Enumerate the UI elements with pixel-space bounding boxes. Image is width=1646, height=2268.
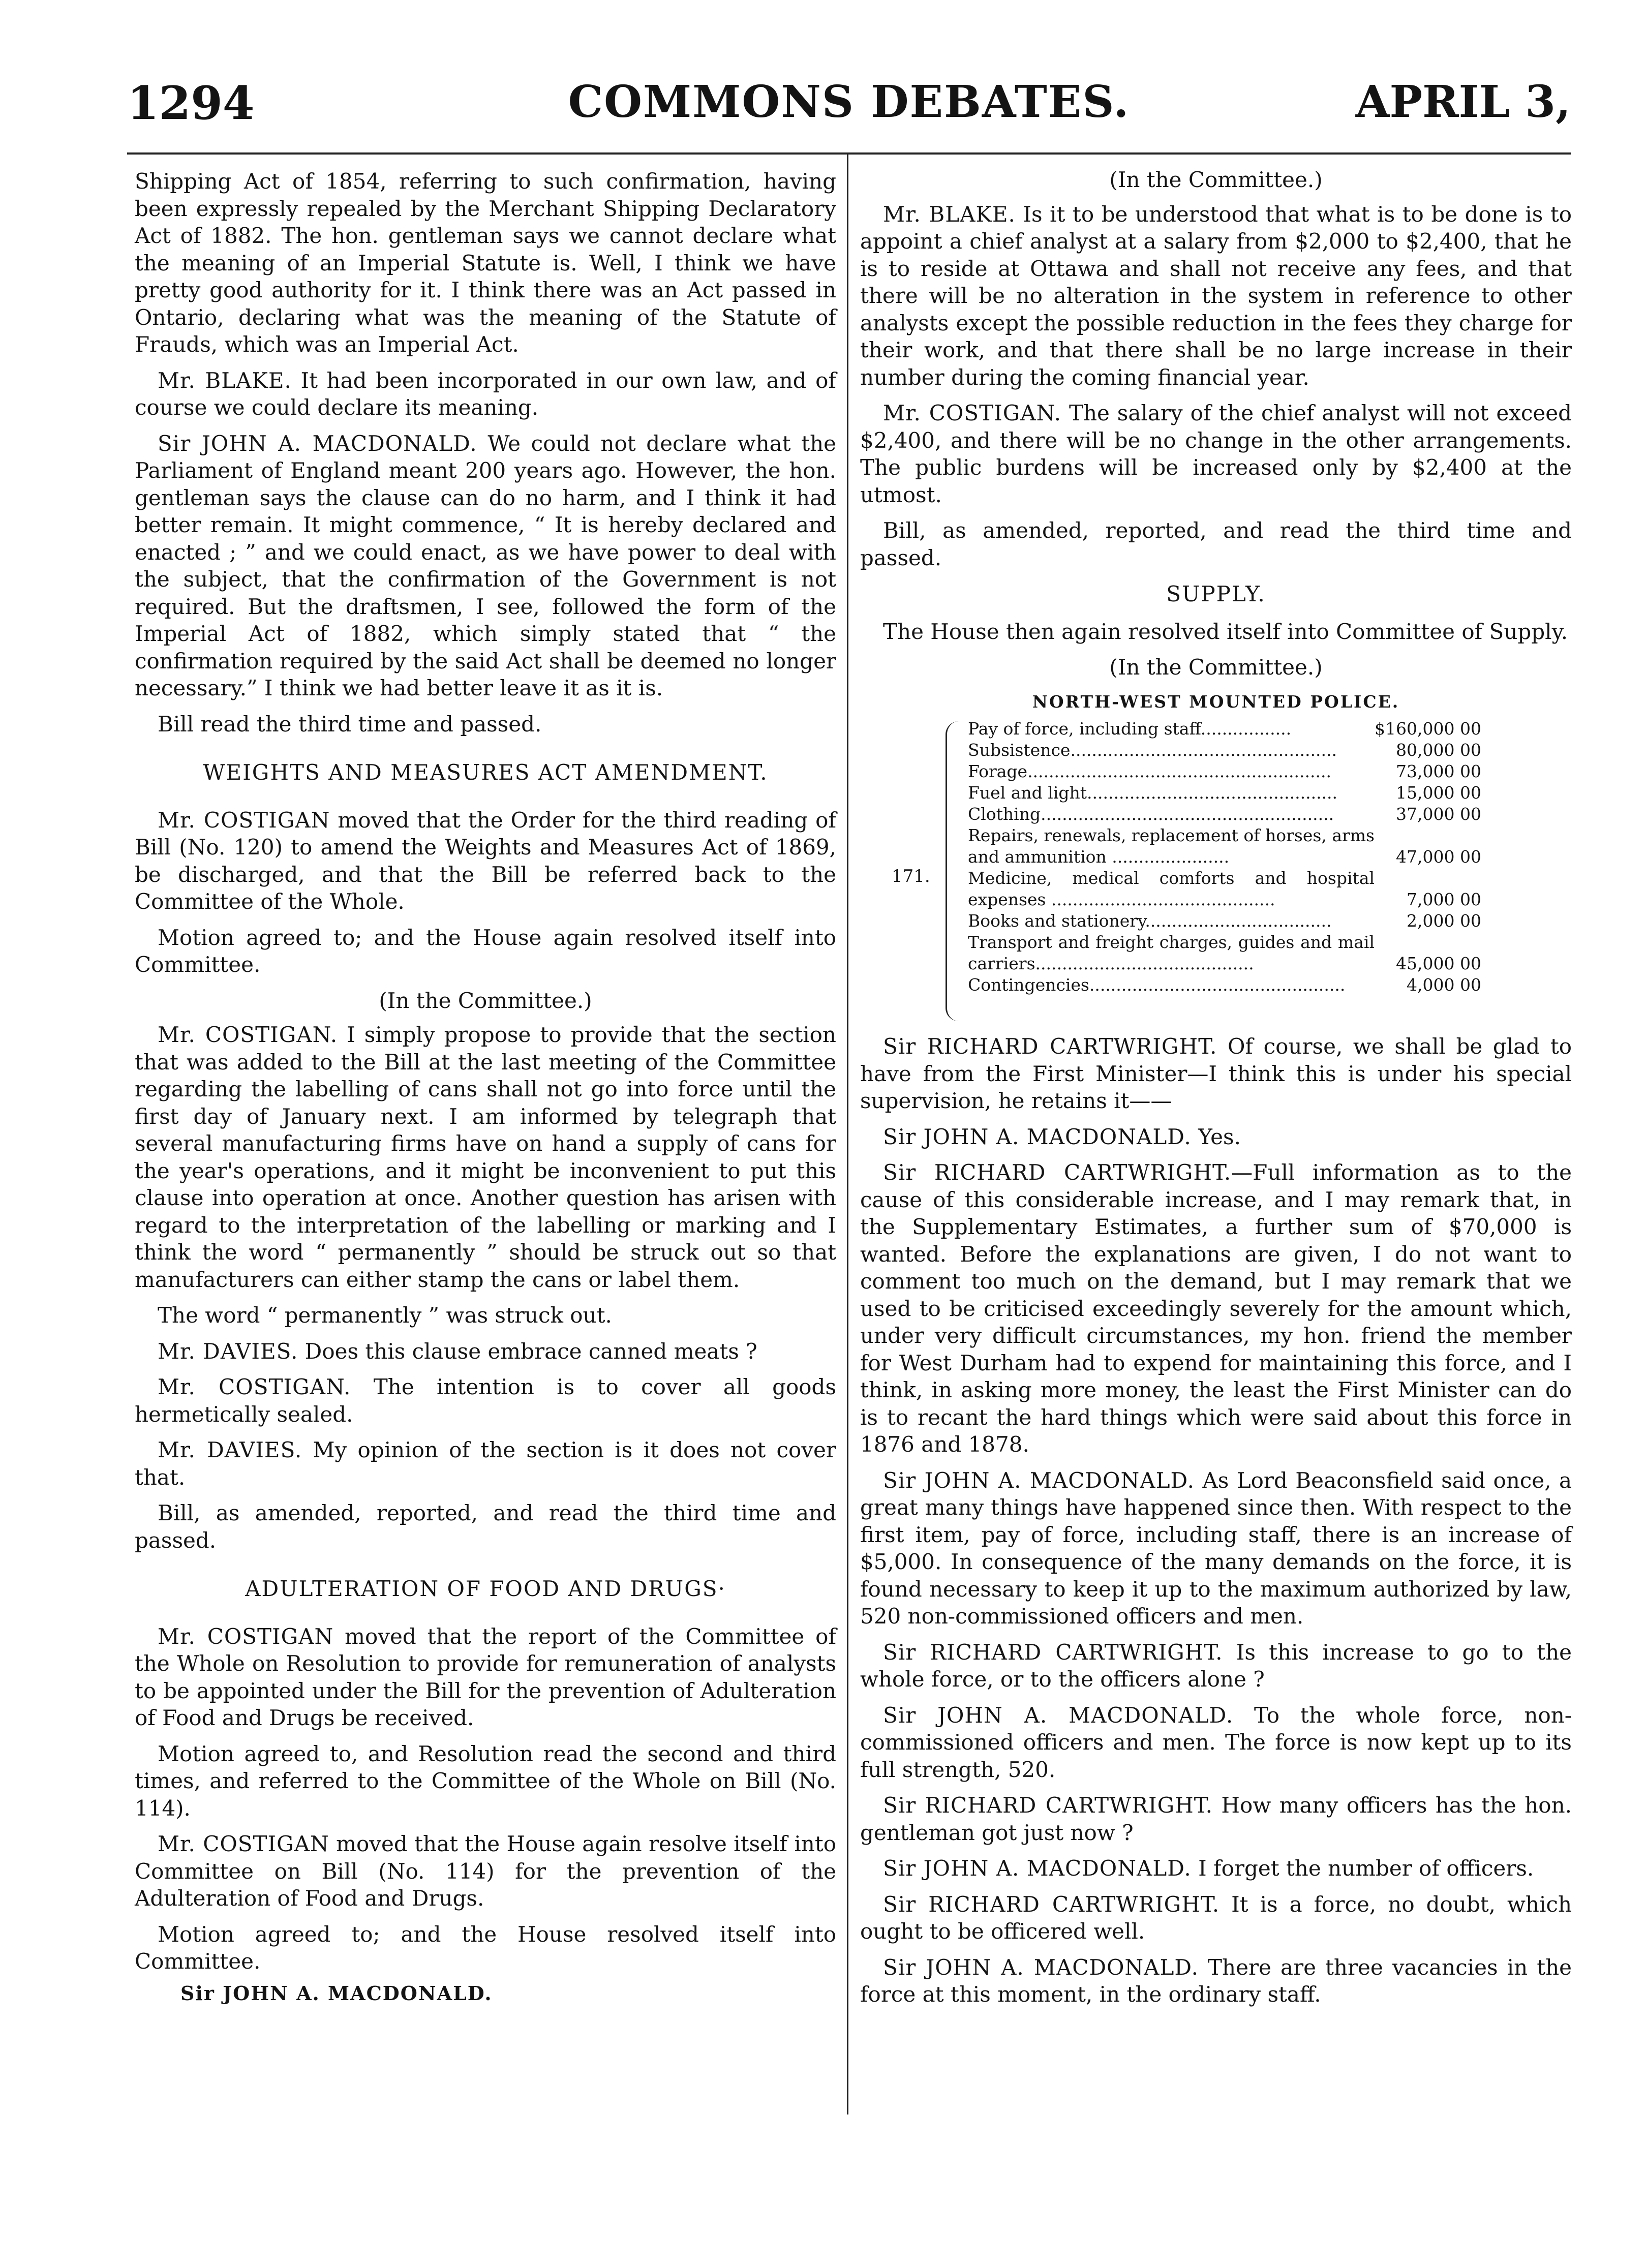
speech xyxy=(860,1159,1572,1458)
speaker-name: Mr. COSTIGAN. xyxy=(158,1374,351,1399)
paragraph: Shipping Act of 1854, referring to such confirmation, having been expressly repealed by the Merchant Shipping Declaratory Act of 1882. The hon. gentleman says we cannot declare what the meaning of an Imperial Statute is. Well, I think we have pretty good authority for it. I think there was an Act passed in Ontario, declaring what was the meaning of the Statute of Frauds, which was an Imperial Act. xyxy=(135,169,836,357)
estimate-row xyxy=(968,825,1481,868)
column-divider xyxy=(847,152,848,2114)
speaker-name: Mr. BLAKE. xyxy=(158,367,292,393)
speaker-name: Sir RICHARD CARTWRIGHT. xyxy=(883,1160,1232,1185)
catchword: Sir JOHN A. MACDONALD. xyxy=(180,1981,493,2005)
estimate-amount: 37,000 00 xyxy=(1396,804,1481,824)
speaker-name: Mr. DAVIES. xyxy=(158,1437,302,1462)
estimate-row xyxy=(968,804,1481,825)
speaker-name: Mr. COSTIGAN xyxy=(158,807,330,833)
speaker-name: Mr. COSTIGAN xyxy=(158,1623,334,1649)
committee-note: (In the Committee.) xyxy=(1109,167,1323,192)
estimate-row xyxy=(968,868,1481,910)
speech-text: It is a force, no doubt, which ought to be officered well. xyxy=(860,1891,1572,1944)
paragraph: Motion agreed to; and the House resolved itself into Committee. xyxy=(135,1921,836,1974)
estimate-item: Books and stationery................................... xyxy=(968,911,1332,931)
speaker-name: Sir JOHN A. MACDONALD. xyxy=(883,1856,1192,1881)
paragraph: Motion agreed to, and Resolution read the second and third times, and referred to the Committee of the Whole on Bill (No. 114). xyxy=(135,1741,836,1821)
speaker-name: Mr. COSTIGAN xyxy=(158,1831,329,1856)
speech-text: There are three vacancies in the force at this moment, in the ordinary staff. xyxy=(860,1954,1572,2007)
speech xyxy=(860,1891,1572,1945)
estimate-row xyxy=(968,718,1481,740)
section-heading: WEIGHTS AND MEASURES ACT AMENDMENT. xyxy=(203,760,768,785)
estimate-row xyxy=(968,761,1481,782)
estimate-amount: 80,000 00 xyxy=(1396,740,1481,760)
estimates-title: NORTH-WEST MOUNTED POLICE. xyxy=(1032,691,1400,712)
speech xyxy=(860,1639,1572,1693)
page-header xyxy=(127,76,1571,137)
speech xyxy=(135,367,836,421)
speech-text: How many officers has the hon. gentleman got just now ? xyxy=(860,1793,1572,1845)
page-title: COMMONS DEBATES. xyxy=(568,76,1130,128)
estimate-row xyxy=(968,974,1481,996)
estimate-amount: 47,000 00 xyxy=(1396,847,1481,867)
estimate-amount: $160,000 00 xyxy=(1375,719,1481,739)
section-heading: SUPPLY. xyxy=(1166,581,1266,606)
paragraph: Motion agreed to; and the House again resolved itself into Committee. xyxy=(135,925,836,977)
estimate-row xyxy=(968,910,1481,932)
speech-text: moved that the report of the Committee of the Whole on Resolution to provide for remuneration of analysts to be appointed under the Bill for the prevention of Adulteration of Food and Drugs be received. xyxy=(135,1623,836,1730)
speaker-name: Sir JOHN A. MACDONALD. xyxy=(883,1954,1199,1980)
page-date: APRIL 3, xyxy=(1355,76,1571,128)
right-column xyxy=(860,165,1572,2017)
speech-text: moved that the Order for the third reading of Bill (No. 120) to amend the Weights and Measures Act of 1869, be discharged, and that the Bill be referred back to the Committee of the Whole. xyxy=(135,807,836,914)
speech-text: As Lord Beaconsfield said once, a great many things have happened since then. With respect to the first item, pay of force, including staff, there is an increase of $5,000. In consequence of the many demands on the force, it is found necessary to keep it up to the maximum authorized by law, 520 non-commissioned officers and men. xyxy=(860,1467,1572,1629)
estimates-list xyxy=(968,718,1481,996)
speech xyxy=(860,1467,1572,1630)
speaker-name: Sir JOHN A. MACDONALD. xyxy=(883,1467,1195,1493)
estimate-item: Forage......................................................... xyxy=(968,761,1331,781)
estimate-amount: 45,000 00 xyxy=(1396,954,1481,973)
speech xyxy=(860,1702,1572,1784)
speech xyxy=(860,1123,1572,1151)
header-rule xyxy=(127,152,1571,155)
page-number: 1294 xyxy=(127,76,255,130)
speech xyxy=(135,1021,836,1293)
speech xyxy=(135,1830,836,1912)
estimate-item: Repairs, renewals, replacement of horses, arms and ammunition ...................... xyxy=(968,825,1375,867)
speech xyxy=(135,1623,836,1732)
estimate-row xyxy=(968,740,1481,761)
estimate-item: Fuel and light............................................... xyxy=(968,783,1338,803)
speech-text: Does this clause embrace canned meats ? xyxy=(304,1338,757,1364)
speech xyxy=(135,1373,836,1428)
estimate-amount: 2,000 00 xyxy=(1407,911,1481,931)
speech xyxy=(135,807,836,915)
speech-text: It had been incorporated in our own law, and of course we could declare its meaning. xyxy=(135,367,836,420)
estimate-amount: 73,000 00 xyxy=(1396,761,1481,781)
committee-note: (In the Committee.) xyxy=(379,988,592,1013)
speech-text: To the whole force, non-commissioned officers and men. The force is now kept up to its full strength, 520. xyxy=(860,1702,1572,1782)
speech-text: Is this increase to go to the whole force, or to the officers alone ? xyxy=(860,1639,1572,1692)
speaker-name: Sir RICHARD CARTWRIGHT. xyxy=(883,1793,1213,1818)
left-column xyxy=(135,168,836,2007)
speech-text: I simply propose to provide that the section that was added to the Bill at the last meeting of the Committee regarding the labelling of cans shall not go into force until the first day of January next. I am informed by telegraph that several manufacturing firms have on hand a supply of cans for the year's operations, and it might be inconvenient to put this clause into operation at once. Another question has arisen with regard to the interpretation of the labelling or marking and I think the word “ permanently ” should be struck out so that manufacturers can either stamp the cans or label them. xyxy=(135,1022,836,1292)
estimate-item: Transport and freight charges, guides and mail carriers......................................... xyxy=(968,932,1375,973)
brace xyxy=(946,721,960,1021)
speech-text: Is it to be understood that what is to be done is to appoint a chief analyst at a salary from $2,000 to $2,400, that he is to reside at Ottawa and shall not receive any fees, and that there will be no alteration in the system in reference to other analysts except the possible reduction in the fees they charge for their work, and that there shall be no large increase in their number during the coming financial year. xyxy=(860,201,1572,390)
speech xyxy=(860,1033,1572,1115)
estimate-item: Contingencies................................................ xyxy=(968,975,1346,995)
paragraph: The word “ permanently ” was struck out. xyxy=(158,1303,612,1328)
paragraph: Bill, as amended, reported, and read the third time and passed. xyxy=(135,1500,836,1553)
speech xyxy=(135,1436,836,1491)
estimate-item: Pay of force, including staff................. xyxy=(968,719,1292,739)
speech-text: Of course, we shall be glad to have from the First Minister—I think this is under his special supervision, he retains it—— xyxy=(860,1034,1572,1113)
speech-text: We could not declare what the Parliament of England meant 200 years ago. However, the hon. gentleman says the clause can do no harm, and I think it had better remain. It might commence, “ It is hereby declared and enacted ; ” and we could enact, as we have power to deal with the subject, that the confirmation of the Government is not required. But the draftsmen, I see, followed the form of the Imperial Act of 1882, which simply stated that “ the confirmation required by the said Act shall be deemed no longer necessary.” I think we had better leave it as it is. xyxy=(135,431,836,700)
speaker-name: Mr. COSTIGAN. xyxy=(883,401,1061,425)
speech-text: —Full information as to the cause of this considerable increase, and I may remark that, in the Supplementary Estimates, a further sum of $70,000 is wanted. Before the explanations are given, I do not want to comment too much on the demand, but I may remark that we used to be criticised exceedingly severely for the amount which, under very difficult circumstances, my hon. friend the member for West Durham had to expend for maintaining this force, and I think, in asking more money, the least the First Minister can do is to recant the hard things which were said about this force in 1876 and 1878. xyxy=(860,1160,1572,1457)
speech-text: Yes. xyxy=(1198,1124,1241,1149)
speech-text: My opinion of the section is it does not cover that. xyxy=(135,1437,836,1490)
speaker-name: Sir JOHN A. MACDONALD. xyxy=(158,431,477,456)
estimates-table xyxy=(860,718,1572,1026)
speech xyxy=(135,1338,836,1365)
estimate-item: Subsistence.................................................. xyxy=(968,740,1337,760)
speech xyxy=(860,1954,1572,2008)
speech-text: The salary of the chief analyst will not exceed $2,400, and there will be no change in the other arrangements. The public burdens will be increased only by $2,400 at the utmost. xyxy=(860,401,1572,507)
section-heading: ADULTERATION OF FOOD AND DRUGS· xyxy=(245,1576,726,1601)
speaker-name: Sir RICHARD CARTWRIGHT. xyxy=(883,1639,1223,1665)
estimate-amount: 15,000 00 xyxy=(1396,783,1481,803)
speech xyxy=(860,1855,1572,1882)
speaker-name: Sir RICHARD CARTWRIGHT. xyxy=(883,1891,1220,1917)
vote-number: 171. xyxy=(892,866,930,886)
speech-text: I forget the number of officers. xyxy=(1198,1856,1534,1881)
speaker-name: Mr. DAVIES. xyxy=(158,1338,298,1364)
speech-text: moved that the House again resolve itself into Committee on Bill (No. 114) for the prevention of the Adulteration of Food and Drugs. xyxy=(135,1831,836,1911)
estimate-amount: 4,000 00 xyxy=(1407,975,1481,995)
speaker-name: Sir RICHARD CARTWRIGHT. xyxy=(883,1034,1217,1059)
paragraph: Bill, as amended, reported, and read the third time and passed. xyxy=(860,518,1572,570)
committee-note: (In the Committee.) xyxy=(1109,655,1323,680)
estimate-item: Clothing....................................................... xyxy=(968,804,1334,824)
estimate-row xyxy=(968,782,1481,804)
speech xyxy=(860,400,1572,508)
speaker-name: Mr. BLAKE. xyxy=(883,201,1016,227)
speech xyxy=(860,1792,1572,1846)
speech-text: The intention is to cover all goods hermetically sealed. xyxy=(135,1374,837,1427)
paragraph: The House then again resolved itself into Committee of Supply. xyxy=(883,619,1568,644)
speaker-name: Sir JOHN A. MACDONALD. xyxy=(883,1124,1192,1149)
speaker-name: Mr. COSTIGAN. xyxy=(158,1022,338,1047)
estimate-amount: 7,000 00 xyxy=(1407,890,1481,909)
estimate-item: Medicine, medical comforts and hospital expenses .......................................... xyxy=(968,868,1375,909)
estimate-row xyxy=(968,932,1481,974)
speaker-name: Sir JOHN A. MACDONALD. xyxy=(883,1702,1234,1728)
speech xyxy=(135,430,836,702)
paragraph: Bill read the third time and passed. xyxy=(158,711,542,737)
speech xyxy=(860,201,1572,391)
